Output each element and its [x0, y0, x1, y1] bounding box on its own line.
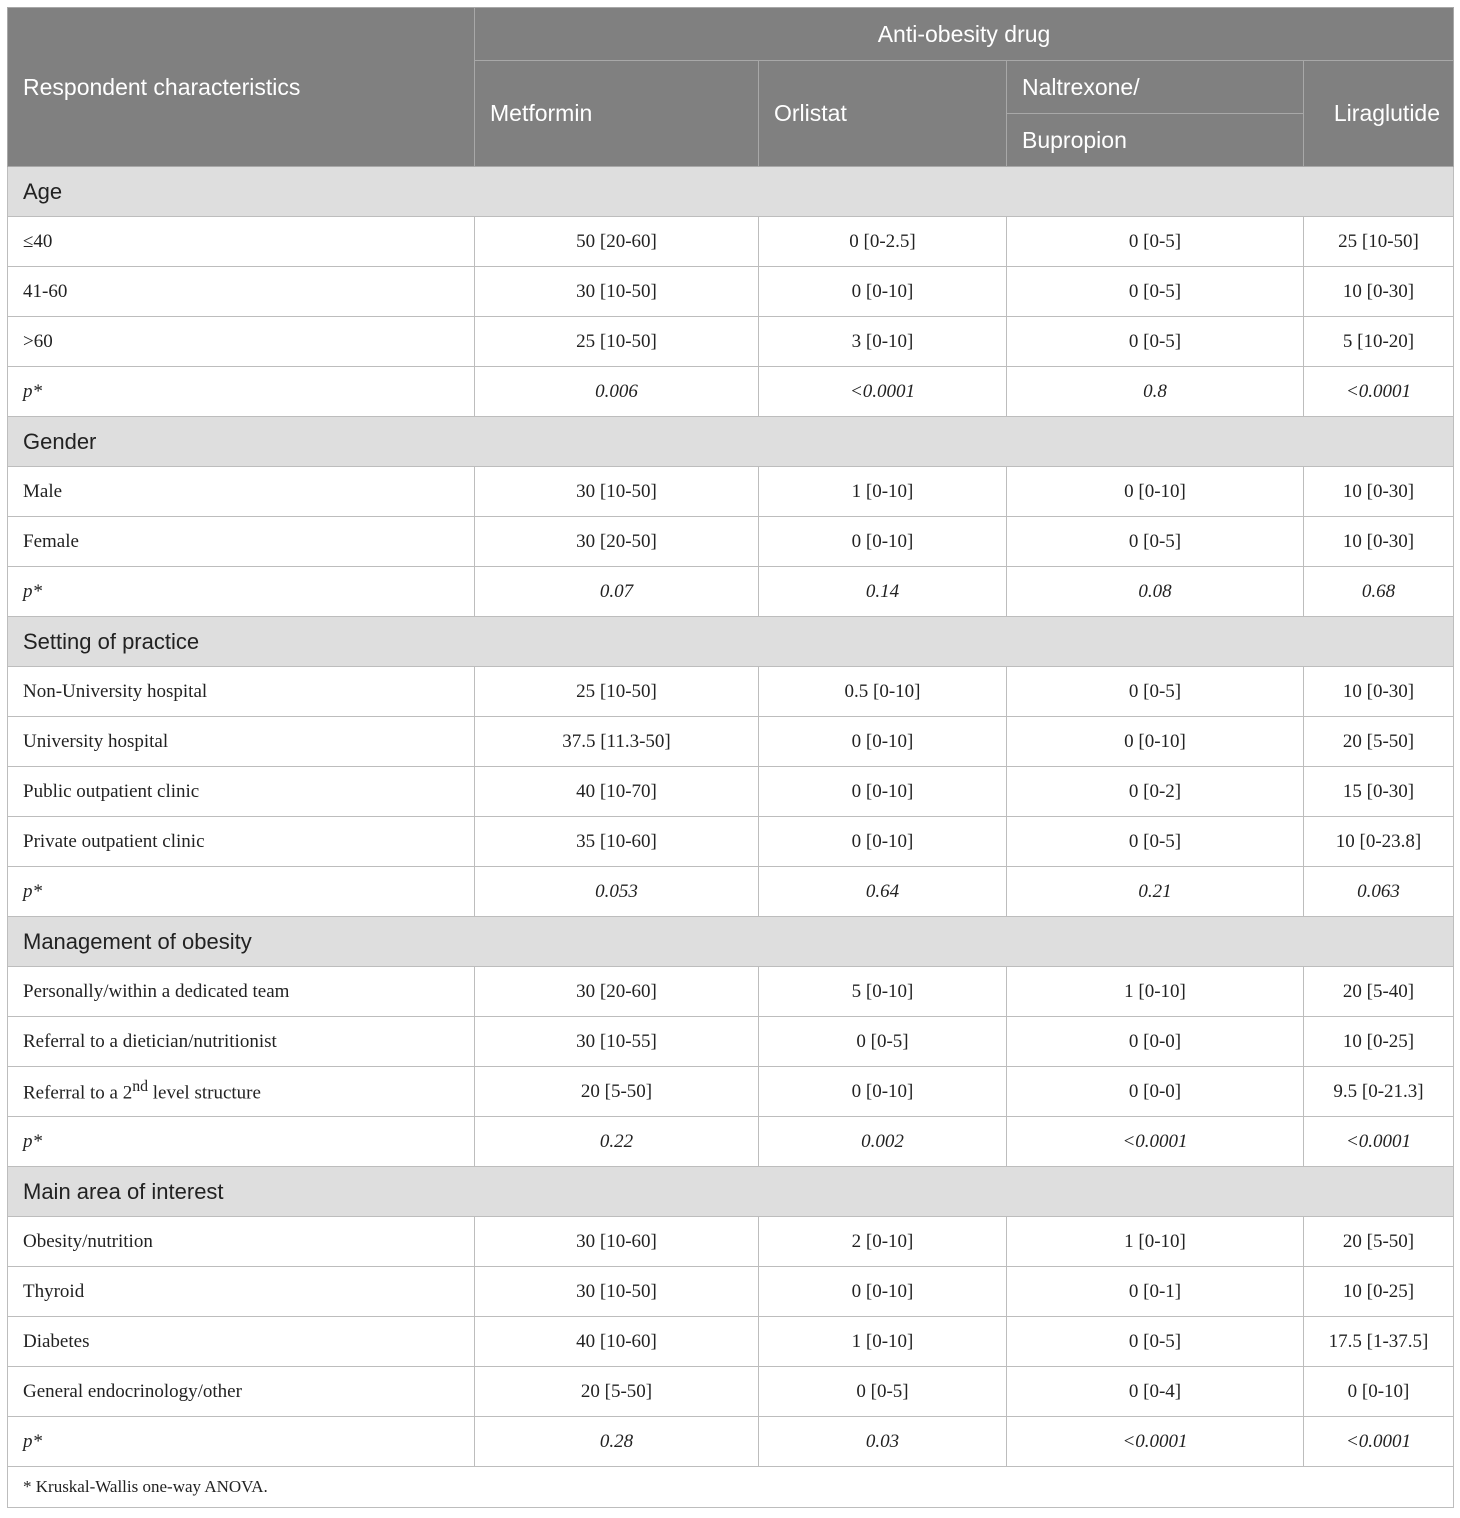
orlistat-p-value: 0.64	[759, 867, 1007, 917]
metformin-p-value: 0.006	[475, 367, 759, 417]
p-value-row	[8, 567, 1454, 617]
table-row	[8, 1367, 1454, 1417]
metformin-cell: 30 [10-60]	[475, 1217, 759, 1267]
results-table	[7, 7, 1454, 1508]
liraglutide-cell: 10 [0-25]	[1304, 1267, 1454, 1317]
table-row	[8, 1217, 1454, 1267]
section-header-row	[8, 1167, 1454, 1217]
metformin-header: Metformin	[475, 61, 759, 167]
table-row	[8, 1017, 1454, 1067]
orlistat-cell: 0 [0-5]	[759, 1367, 1007, 1417]
naltrexone-cell: 0 [0-5]	[1007, 217, 1304, 267]
liraglutide-cell: 9.5 [0-21.3]	[1304, 1067, 1454, 1117]
naltrexone-p-value: 0.21	[1007, 867, 1304, 917]
metformin-cell: 20 [5-50]	[475, 1367, 759, 1417]
orlistat-cell: 0 [0-10]	[759, 717, 1007, 767]
p-value-label: p*	[8, 867, 475, 917]
orlistat-cell: 0 [0-10]	[759, 517, 1007, 567]
metformin-cell: 50 [20-60]	[475, 217, 759, 267]
liraglutide-p-value: <0.0001	[1304, 367, 1454, 417]
metformin-cell: 40 [10-70]	[475, 767, 759, 817]
liraglutide-cell: 20 [5-40]	[1304, 967, 1454, 1017]
table-row	[8, 717, 1454, 767]
table-row	[8, 1067, 1454, 1117]
metformin-cell: 30 [20-50]	[475, 517, 759, 567]
orlistat-header: Orlistat	[759, 61, 1007, 167]
metformin-cell: 30 [20-60]	[475, 967, 759, 1017]
p-value-row	[8, 1117, 1454, 1167]
row-label: Private outpatient clinic	[8, 817, 475, 867]
liraglutide-header: Liraglutide	[1304, 61, 1454, 167]
orlistat-cell: 0.5 [0-10]	[759, 667, 1007, 717]
liraglutide-cell: 10 [0-30]	[1304, 467, 1454, 517]
table-row	[8, 767, 1454, 817]
naltrexone-cell: 0 [0-5]	[1007, 667, 1304, 717]
orlistat-cell: 3 [0-10]	[759, 317, 1007, 367]
naltrexone-cell: 0 [0-1]	[1007, 1267, 1304, 1317]
table-row	[8, 1317, 1454, 1367]
naltrexone-cell: 0 [0-0]	[1007, 1017, 1304, 1067]
orlistat-cell: 1 [0-10]	[759, 1317, 1007, 1367]
metformin-p-value: 0.07	[475, 567, 759, 617]
section-title: Gender	[8, 417, 1454, 467]
metformin-cell: 37.5 [11.3-50]	[475, 717, 759, 767]
naltrexone-cell: 1 [0-10]	[1007, 1217, 1304, 1267]
table-header	[8, 8, 1454, 167]
naltrexone-cell: 1 [0-10]	[1007, 967, 1304, 1017]
orlistat-cell: 2 [0-10]	[759, 1217, 1007, 1267]
liraglutide-p-value: 0.68	[1304, 567, 1454, 617]
table-row	[8, 267, 1454, 317]
table-row	[8, 217, 1454, 267]
metformin-cell: 30 [10-50]	[475, 1267, 759, 1317]
row-label: Diabetes	[8, 1317, 475, 1367]
table-row	[8, 517, 1454, 567]
footnote: * Kruskal-Wallis one-way ANOVA.	[8, 1467, 1454, 1508]
metformin-cell: 30 [10-50]	[475, 467, 759, 517]
orlistat-cell: 0 [0-10]	[759, 767, 1007, 817]
p-value-row	[8, 367, 1454, 417]
row-label: University hospital	[8, 717, 475, 767]
orlistat-p-value: 0.14	[759, 567, 1007, 617]
row-label: Non-University hospital	[8, 667, 475, 717]
liraglutide-cell: 10 [0-30]	[1304, 517, 1454, 567]
p-value-row	[8, 1417, 1454, 1467]
metformin-cell: 35 [10-60]	[475, 817, 759, 867]
liraglutide-cell: 20 [5-50]	[1304, 1217, 1454, 1267]
naltrexone-cell: 0 [0-10]	[1007, 717, 1304, 767]
row-label: Public outpatient clinic	[8, 767, 475, 817]
orlistat-cell: 1 [0-10]	[759, 467, 1007, 517]
liraglutide-cell: 17.5 [1-37.5]	[1304, 1317, 1454, 1367]
naltrexone-header: Naltrexone/	[1007, 61, 1304, 114]
row-label: General endocrinology/other	[8, 1367, 475, 1417]
p-value-label: p*	[8, 1417, 475, 1467]
table-row	[8, 467, 1454, 517]
naltrexone-p-value: <0.0001	[1007, 1417, 1304, 1467]
row-label	[8, 1067, 475, 1117]
naltrexone-cell: 0 [0-5]	[1007, 517, 1304, 567]
section-header-row	[8, 617, 1454, 667]
metformin-p-value: 0.28	[475, 1417, 759, 1467]
liraglutide-p-value: <0.0001	[1304, 1417, 1454, 1467]
row-label-text: Referral to a 2	[23, 1082, 133, 1104]
liraglutide-p-value: <0.0001	[1304, 1117, 1454, 1167]
table-body	[8, 167, 1454, 1467]
bupropion-header: Bupropion	[1007, 114, 1304, 167]
metformin-p-value: 0.053	[475, 867, 759, 917]
metformin-cell: 30 [10-50]	[475, 267, 759, 317]
respondent-characteristics-header: Respondent characteristics	[8, 8, 475, 167]
table-row	[8, 817, 1454, 867]
section-title: Management of obesity	[8, 917, 1454, 967]
naltrexone-cell: 0 [0-5]	[1007, 817, 1304, 867]
liraglutide-cell: 10 [0-30]	[1304, 667, 1454, 717]
metformin-cell: 40 [10-60]	[475, 1317, 759, 1367]
table-row	[8, 967, 1454, 1017]
p-value-label: p*	[8, 367, 475, 417]
naltrexone-cell: 0 [0-10]	[1007, 467, 1304, 517]
row-label: Male	[8, 467, 475, 517]
anti-obesity-drug-header: Anti-obesity drug	[475, 8, 1454, 61]
row-label-superscript: nd	[132, 1078, 149, 1096]
row-label: Female	[8, 517, 475, 567]
metformin-cell: 20 [5-50]	[475, 1067, 759, 1117]
naltrexone-cell: 0 [0-5]	[1007, 1317, 1304, 1367]
orlistat-cell: 0 [0-10]	[759, 1067, 1007, 1117]
naltrexone-cell: 0 [0-5]	[1007, 317, 1304, 367]
naltrexone-cell: 0 [0-0]	[1007, 1067, 1304, 1117]
row-label: Personally/within a dedicated team	[8, 967, 475, 1017]
orlistat-cell: 0 [0-5]	[759, 1017, 1007, 1067]
orlistat-p-value: 0.002	[759, 1117, 1007, 1167]
naltrexone-p-value: 0.8	[1007, 367, 1304, 417]
section-header-row	[8, 167, 1454, 217]
p-value-label: p*	[8, 567, 475, 617]
naltrexone-cell: 0 [0-2]	[1007, 767, 1304, 817]
table-row	[8, 317, 1454, 367]
liraglutide-cell: 0 [0-10]	[1304, 1367, 1454, 1417]
orlistat-cell: 0 [0-10]	[759, 1267, 1007, 1317]
section-title: Main area of interest	[8, 1167, 1454, 1217]
liraglutide-cell: 10 [0-30]	[1304, 267, 1454, 317]
orlistat-p-value: <0.0001	[759, 367, 1007, 417]
orlistat-cell: 0 [0-10]	[759, 267, 1007, 317]
row-label-suffix: level structure	[148, 1082, 261, 1104]
orlistat-cell: 0 [0-2.5]	[759, 217, 1007, 267]
row-label: Obesity/nutrition	[8, 1217, 475, 1267]
p-value-row	[8, 867, 1454, 917]
metformin-cell: 25 [10-50]	[475, 317, 759, 367]
liraglutide-cell: 10 [0-23.8]	[1304, 817, 1454, 867]
orlistat-cell: 5 [0-10]	[759, 967, 1007, 1017]
section-header-row	[8, 417, 1454, 467]
naltrexone-cell: 0 [0-5]	[1007, 267, 1304, 317]
section-title: Setting of practice	[8, 617, 1454, 667]
liraglutide-cell: 25 [10-50]	[1304, 217, 1454, 267]
metformin-cell: 25 [10-50]	[475, 667, 759, 717]
liraglutide-p-value: 0.063	[1304, 867, 1454, 917]
row-label: 41-60	[8, 267, 475, 317]
row-label: Referral to a dietician/nutritionist	[8, 1017, 475, 1067]
metformin-cell: 30 [10-55]	[475, 1017, 759, 1067]
naltrexone-p-value: 0.08	[1007, 567, 1304, 617]
metformin-p-value: 0.22	[475, 1117, 759, 1167]
row-label: ≤40	[8, 217, 475, 267]
section-title: Age	[8, 167, 1454, 217]
section-header-row	[8, 917, 1454, 967]
row-label: >60	[8, 317, 475, 367]
orlistat-cell: 0 [0-10]	[759, 817, 1007, 867]
row-label: Thyroid	[8, 1267, 475, 1317]
liraglutide-cell: 10 [0-25]	[1304, 1017, 1454, 1067]
liraglutide-cell: 15 [0-30]	[1304, 767, 1454, 817]
naltrexone-p-value: <0.0001	[1007, 1117, 1304, 1167]
table-row	[8, 667, 1454, 717]
naltrexone-cell: 0 [0-4]	[1007, 1367, 1304, 1417]
orlistat-p-value: 0.03	[759, 1417, 1007, 1467]
table-row	[8, 1267, 1454, 1317]
p-value-label: p*	[8, 1117, 475, 1167]
liraglutide-cell: 20 [5-50]	[1304, 717, 1454, 767]
liraglutide-cell: 5 [10-20]	[1304, 317, 1454, 367]
